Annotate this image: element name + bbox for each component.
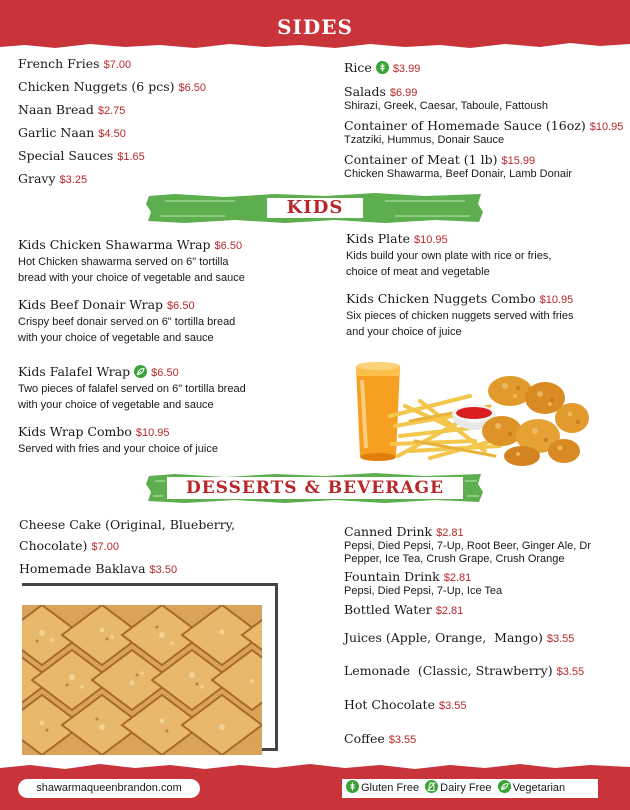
item-name: Homemade Baklava <box>19 561 146 576</box>
item-description: Tzatziki, Hummus, Donair Sauce <box>344 134 505 146</box>
item-name: Salads <box>344 84 386 99</box>
item-name: Lemonade (Classic, Strawberry) <box>344 663 553 678</box>
item-price: $3.55 <box>388 734 417 746</box>
bev-lemonade <box>344 660 584 679</box>
side-gravy <box>18 168 87 187</box>
bev-canned-drink <box>344 521 591 565</box>
item-description: Hot Chicken shawarma served on 6" tortilla <box>18 256 229 268</box>
item-description: Pepsi, Died Pepsi, 7-Up, Ice Tea <box>344 585 503 597</box>
legend-dairy-free: Dairy Free <box>440 782 492 794</box>
side-special-sauces <box>18 145 145 164</box>
kids-plate <box>346 228 551 281</box>
gluten-free-icon <box>376 61 389 74</box>
item-name: Chocolate) <box>19 537 88 553</box>
bev-fountain-drink <box>344 566 502 598</box>
side-naan-bread <box>18 99 125 118</box>
item-price: $7.00 <box>103 59 132 71</box>
item-description: Served with fries and your choice of juice <box>18 443 218 455</box>
juice-glass <box>356 362 400 461</box>
item-price: $7.00 <box>91 540 119 553</box>
dessert-cheesecake <box>19 517 235 555</box>
item-name: Kids Plate <box>346 231 411 246</box>
item-name: Chicken Nuggets (6 pcs) <box>18 79 175 94</box>
item-price: $10.95 <box>135 427 170 439</box>
item-name: Garlic Naan <box>18 125 95 140</box>
desserts-title: DESSERTS & BEVERAGE <box>185 478 445 498</box>
bev-bottled-water <box>344 599 463 618</box>
vegetarian-icon <box>498 780 511 793</box>
side-garlic-naan <box>18 122 126 141</box>
item-price: $6.99 <box>389 87 418 99</box>
item-name: Kids Chicken Shawarma Wrap <box>18 237 211 252</box>
item-description: choice of meat and vegetable <box>346 265 490 278</box>
side-meat-container <box>344 149 572 181</box>
item-price: $3.99 <box>392 63 421 75</box>
legend-vegetarian: Vegetarian <box>512 782 566 794</box>
item-description: Shirazi, Greek, Caesar, Taboule, Fattoush <box>344 100 549 112</box>
kids-falafel-wrap <box>18 361 246 414</box>
side-chicken-nuggets <box>18 76 206 95</box>
item-name: Coffee <box>344 731 385 746</box>
item-price: $3.55 <box>546 633 575 645</box>
item-price: $2.81 <box>435 605 464 617</box>
vegetarian-icon <box>134 365 147 378</box>
item-name: Gravy <box>18 171 56 186</box>
item-price: $10.95 <box>414 234 448 246</box>
bev-coffee <box>344 728 416 747</box>
item-price: $3.50 <box>149 564 178 576</box>
item-name: Cheese Cake (Original, Blueberry, <box>19 517 236 532</box>
bev-juices <box>344 627 574 646</box>
baklava-photo <box>22 605 262 755</box>
item-description: Pepsi, Died Pepsi, 7-Up, Root Beer, Ginger Ale, Dr <box>344 540 592 552</box>
item-name: Special Sauces <box>18 148 114 163</box>
item-description: Six pieces of chicken nuggets served with fries <box>346 310 574 322</box>
item-name: Kids Falafel Wrap <box>18 364 131 379</box>
side-sauce-container <box>344 115 623 147</box>
item-name: Fountain Drink <box>344 569 440 584</box>
side-rice <box>344 57 420 76</box>
item-price: $10.95 <box>539 294 574 306</box>
item-name: French Fries <box>18 56 100 71</box>
item-description: with your choice of vegetable and sauce <box>18 331 214 344</box>
kids-chicken-nuggets-combo <box>346 288 573 341</box>
item-name: Juices (Apple, Orange, Mango) <box>344 630 543 645</box>
legend-gluten-free: Gluten Free <box>361 782 420 794</box>
item-description: Two pieces of falafel served on 6" tortilla bread <box>18 383 246 395</box>
kids-title: KIDS <box>286 197 344 218</box>
item-price: $2.81 <box>443 572 472 584</box>
item-price: $6.50 <box>178 82 207 94</box>
item-price: $2.81 <box>436 527 464 539</box>
item-description: bread with your choice of vegetable and sauce <box>18 271 245 284</box>
item-price: $3.55 <box>438 700 467 712</box>
item-price: $10.95 <box>589 121 624 133</box>
website-link[interactable]: shawarmaqueenbrandon.com <box>18 779 200 798</box>
item-description: Pepper, Ice Tea, Crush Grape, Crush Orange <box>344 552 565 565</box>
side-salads <box>344 81 548 113</box>
item-price: $2.75 <box>97 105 126 117</box>
item-price: $3.55 <box>556 666 585 678</box>
kids-beef-donair-wrap <box>18 294 235 347</box>
kids-wrap-combo <box>18 421 218 458</box>
item-description: Kids build your own plate with rice or fries, <box>346 250 552 262</box>
item-name: Kids Beef Donair Wrap <box>18 297 164 312</box>
dairy-free-icon <box>425 780 438 793</box>
sides-title: SIDES <box>277 15 353 39</box>
item-description: and your choice of juice <box>346 325 462 338</box>
item-price: $6.50 <box>151 367 179 379</box>
item-name: Container of Homemade Sauce (16oz) <box>344 118 586 133</box>
item-name: Kids Wrap Combo <box>18 424 132 439</box>
kids-chicken-shawarma-wrap <box>18 234 245 287</box>
item-description: Chicken Shawarma, Beef Donair, Lamb Donair <box>344 168 573 180</box>
item-name: Kids Chicken Nuggets Combo <box>346 291 536 306</box>
item-price: $6.50 <box>214 240 243 252</box>
item-name: Bottled Water <box>344 602 432 617</box>
item-price: $4.50 <box>98 128 126 140</box>
item-name: Canned Drink <box>344 524 433 539</box>
item-price: $1.65 <box>117 151 145 163</box>
item-description: Crispy beef donair served on 6" tortilla bread <box>18 316 236 328</box>
item-name: Rice <box>344 60 372 75</box>
bev-hot-chocolate <box>344 694 467 713</box>
dietary-legend <box>342 779 598 798</box>
item-price: $15.99 <box>501 155 536 167</box>
item-price: $3.25 <box>59 174 88 186</box>
item-name: Hot Chocolate <box>344 697 435 712</box>
gluten-free-icon <box>346 780 359 793</box>
dessert-baklava <box>19 558 177 577</box>
kids-combo-photo <box>350 356 590 468</box>
item-name: Container of Meat (1 lb) <box>344 152 498 167</box>
side-french-fries <box>18 53 131 72</box>
nuggets <box>482 376 589 466</box>
item-name: Naan Bread <box>18 102 94 117</box>
item-description: with your choice of vegetable and sauce <box>18 398 214 411</box>
item-price: $6.50 <box>167 300 195 312</box>
